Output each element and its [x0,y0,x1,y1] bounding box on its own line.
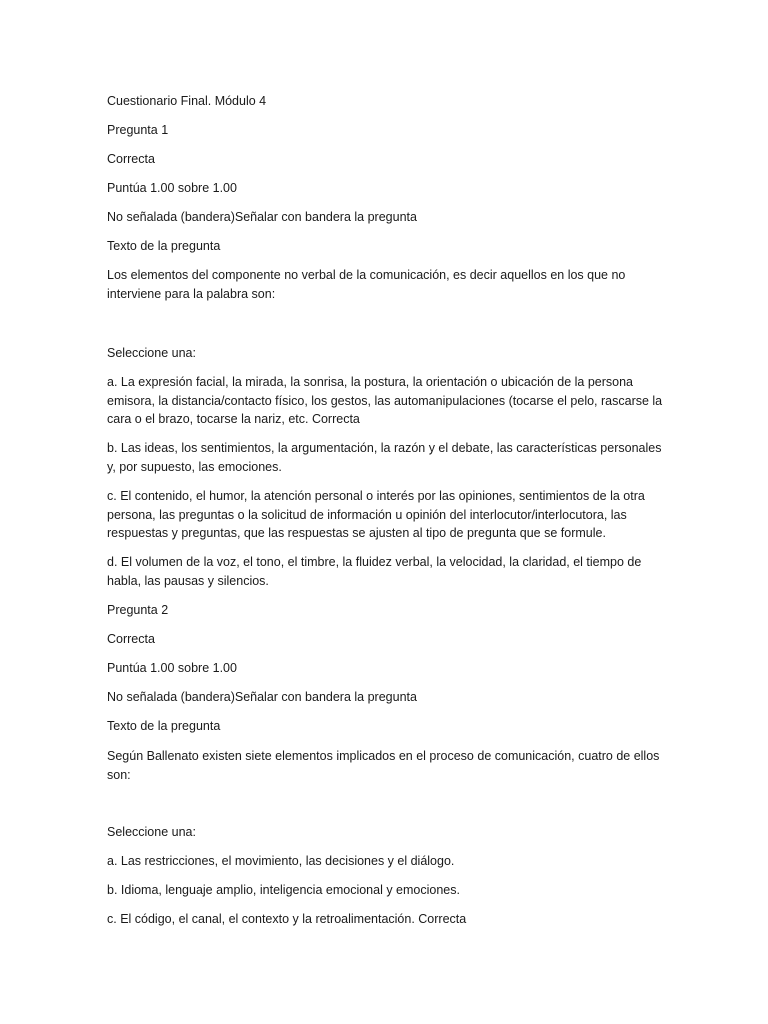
question-1-flag: No señalada (bandera)Señalar con bandera la pregunta [107,210,417,224]
question-2-flag: No señalada (bandera)Señalar con bandera la pregunta [107,690,417,704]
question-1-status: Correcta [107,152,155,166]
question-2-score: Puntúa 1.00 sobre 1.00 [107,661,237,675]
question-1-option-c: c. El contenido, el humor, la atención personal o interés por las opiniones, sentimientos de la otra persona, las preguntas o la solicitud de información u opinión del interlocutor/interlocutora, las respuestas y preguntas, que las respuestas se ajusten al tipo de pregunta que se formule. [107,489,645,540]
question-2-text: Según Ballenato existen siete elementos implicados en el proceso de comunicación, cuatro de ellos son: [107,749,660,782]
question-1-text: Los elementos del componente no verbal de la comunicación, es decir aquellos en los que no interviene para la palabra son: [107,268,626,301]
question-1-header: Pregunta 1 [107,123,169,137]
question-1-score: Puntúa 1.00 sobre 1.00 [107,181,237,195]
question-1-option-b: b. Las ideas, los sentimientos, la argumentación, la razón y el debate, las características personales y, por supuesto, las emociones. [107,441,662,474]
question-2-status: Correcta [107,632,155,646]
question-2-option-c: c. El código, el canal, el contexto y la retroalimentación. Correcta [107,912,467,926]
question-2-select-label: Seleccione una: [107,825,196,839]
question-1-select-label: Seleccione una: [107,346,196,360]
question-1-text-label: Texto de la pregunta [107,239,221,253]
question-2-option-b: b. Idioma, lenguaje amplio, inteligencia emocional y emociones. [107,883,460,897]
document-title: Cuestionario Final. Módulo 4 [107,94,267,108]
question-2-text-label: Texto de la pregunta [107,719,221,733]
question-2-header: Pregunta 2 [107,603,169,617]
question-1-option-a: a. La expresión facial, la mirada, la sonrisa, la postura, la orientación o ubicación de la persona emisora, la distancia/contacto físico, los gestos, las automanipulaciones (tocarse el pelo, rascarse la cara o el brazo, tocarse la nariz, etc. Correcta [107,375,663,426]
question-1-option-d: d. El volumen de la voz, el tono, el timbre, la fluidez verbal, la velocidad, la claridad, el tiempo de habla, las pausas y silencios. [107,555,642,588]
question-2-option-a: a. Las restricciones, el movimiento, las decisiones y el diálogo. [107,854,455,868]
